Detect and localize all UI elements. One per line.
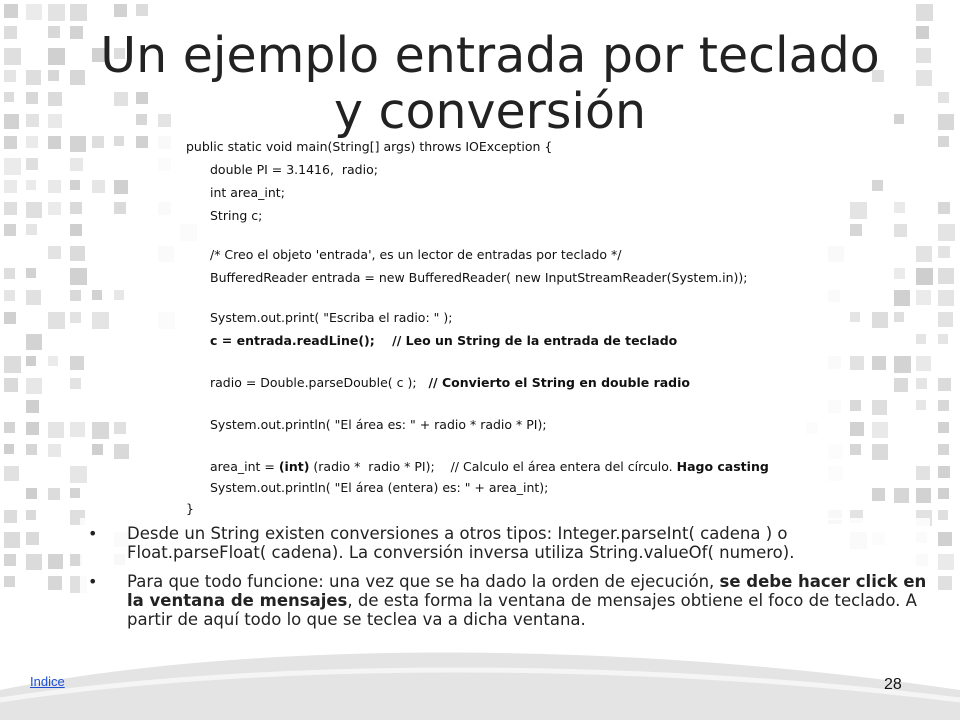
indice-link[interactable]: Indice <box>30 674 65 689</box>
code-text: radio = Double.parseDouble( c ); <box>210 375 429 390</box>
code-line: System.out.print( "Escriba el radio: " ); <box>210 310 453 325</box>
code-line: String c; <box>210 208 263 223</box>
code-line: BufferedReader entrada = new BufferedReader( new InputStreamReader(System.in)); <box>210 270 748 285</box>
code-line <box>210 459 769 474</box>
code-text: (radio * radio * PI); // Calculo el área entera del círculo. <box>309 459 677 474</box>
page-number: 28 <box>884 676 902 693</box>
bullet-text: , de esta forma la ventana de mensajes obtiene el foco de teclado. A partir de aquí todo lo que se teclea va a dicha ventana. <box>127 591 917 629</box>
bullet-text: Desde un String existen conversiones a otros tipos: Integer.parseInt( cadena ) o Float.parseFloat( cadena). La conversión inversa utiliza String.valueOf( numero). <box>127 524 795 562</box>
code-cast-bold: (int) <box>278 459 310 474</box>
code-line: } <box>186 501 194 516</box>
code-line: System.out.println( "El área es: " + radio * radio * PI); <box>210 417 547 432</box>
code-line: double PI = 3.1416, radio; <box>210 162 378 177</box>
code-line-bold: c = entrada.readLine(); // Leo un String de la entrada de teclado <box>210 333 678 348</box>
code-line: public static void main(String[] args) throws IOException { <box>186 139 553 154</box>
bullet-text: Para que todo funcione: una vez que se ha dado la orden de ejecución, <box>127 572 720 591</box>
bullet-dot: • <box>88 572 98 591</box>
bullet-dot: • <box>88 524 98 543</box>
slide-title: Un ejemplo entrada por teclado y conversión <box>100 27 880 140</box>
code-text: area_int = <box>210 459 279 474</box>
code-line: int area_int; <box>210 185 285 200</box>
bullet-item <box>88 572 928 629</box>
bullet-list <box>88 524 928 639</box>
code-note-bold: Hago casting <box>676 459 769 474</box>
bullet-text-bold: se debe hacer click en la ventana de mensajes <box>127 572 927 610</box>
code-line: /* Creo el objeto 'entrada', es un lector de entradas por teclado */ <box>210 247 622 262</box>
code-comment-bold: // Convierto el String en double radio <box>428 375 691 390</box>
bullet-item <box>88 524 928 562</box>
code-line <box>210 375 690 390</box>
code-line: System.out.println( "El área (entera) es: " + area_int); <box>210 480 549 495</box>
